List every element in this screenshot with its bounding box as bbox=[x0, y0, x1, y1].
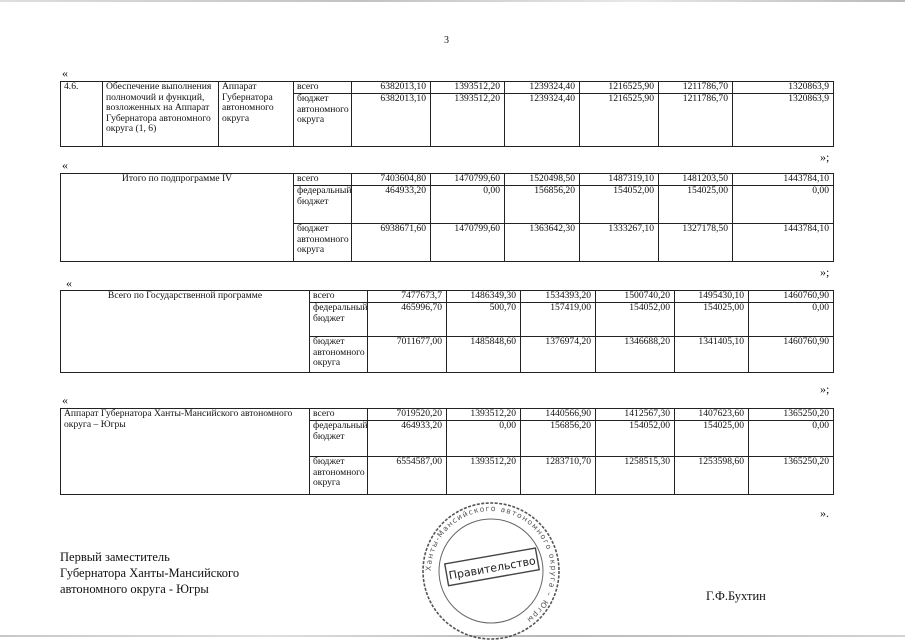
value-cell: 500,70 bbox=[447, 303, 521, 337]
value-cell: 1216525,90 bbox=[580, 82, 659, 94]
value-cell: 1327178,50 bbox=[659, 224, 733, 262]
value-cell: 1333267,10 bbox=[580, 224, 659, 262]
value-cell: 0,00 bbox=[749, 303, 834, 337]
measure-name: Обеспечение выполнения полномочий и функций, возложенных на Аппарат Губернатора автономного округа (1, 6) bbox=[103, 82, 219, 147]
apparatus-total-table bbox=[60, 408, 834, 495]
value-cell: 464933,20 bbox=[368, 421, 447, 457]
signatory-position-line: Первый заместитель bbox=[60, 550, 170, 564]
value-cell: 1500740,20 bbox=[596, 291, 675, 303]
open-quote-4: « bbox=[62, 393, 68, 407]
value-cell: 0,00 bbox=[447, 421, 521, 457]
value-cell: 6382013,10 bbox=[352, 94, 431, 147]
open-quote-1: « bbox=[62, 66, 68, 80]
value-cell: 1393512,20 bbox=[431, 94, 505, 147]
signatory-position bbox=[60, 549, 239, 597]
value-cell: 1486349,30 bbox=[447, 291, 521, 303]
value-cell: 1443784,10 bbox=[733, 174, 834, 186]
executor-name: Аппарат Губернатора автономного округа bbox=[219, 82, 294, 147]
row-number: 4.6. bbox=[61, 82, 103, 147]
value-cell: 1460760,90 bbox=[749, 337, 834, 373]
source-cell: всего bbox=[310, 409, 368, 421]
signatory-name: Г.Ф.Бухтин bbox=[706, 589, 766, 603]
value-cell: 1393512,20 bbox=[431, 82, 505, 94]
value-cell: 1534393,20 bbox=[521, 291, 596, 303]
open-quote-3: « bbox=[66, 276, 72, 290]
source-cell: всего bbox=[294, 174, 352, 186]
value-cell: 154025,00 bbox=[659, 186, 733, 224]
value-cell: 464933,20 bbox=[352, 186, 431, 224]
close-quote-3: »; bbox=[820, 382, 830, 396]
subprogram-total-table bbox=[60, 173, 834, 262]
value-cell: 6938671,60 bbox=[352, 224, 431, 262]
source-cell: бюджет автономного округа bbox=[310, 457, 368, 495]
value-cell: 1253598,60 bbox=[675, 457, 749, 495]
value-cell: 1412567,30 bbox=[596, 409, 675, 421]
value-cell: 1481203,50 bbox=[659, 174, 733, 186]
value-cell: 0,00 bbox=[733, 186, 834, 224]
value-cell: 7019520,20 bbox=[368, 409, 447, 421]
svg-text:Ханты-Мансийского автономного: Ханты-Мансийского автономного округа – Югры bbox=[423, 503, 559, 626]
value-cell: 154025,00 bbox=[675, 303, 749, 337]
program-total-title: Всего по Государственной программе bbox=[61, 291, 310, 373]
value-cell: 7477673,7 bbox=[368, 291, 447, 303]
signatory-position-line: Губернатора Ханты-Мансийского bbox=[60, 566, 240, 580]
value-cell: 6554587,00 bbox=[368, 457, 447, 495]
page-number: 3 bbox=[444, 35, 449, 46]
apparatus-total-title: Аппарат Губернатора Ханты-Мансийского автономного округа – Югры bbox=[61, 409, 310, 495]
value-cell: 1239324,40 bbox=[505, 94, 580, 147]
value-cell: 1341405,10 bbox=[675, 337, 749, 373]
value-cell: 154025,00 bbox=[675, 421, 749, 457]
value-cell: 465996,70 bbox=[368, 303, 447, 337]
value-cell: 154052,00 bbox=[596, 421, 675, 457]
value-cell: 156856,20 bbox=[505, 186, 580, 224]
source-cell: федеральный бюджет bbox=[294, 186, 352, 224]
value-cell: 1393512,20 bbox=[447, 457, 521, 495]
value-cell: 1485848,60 bbox=[447, 337, 521, 373]
value-cell: 1239324,40 bbox=[505, 82, 580, 94]
value-cell: 1440566,90 bbox=[521, 409, 596, 421]
value-cell: 1363642,30 bbox=[505, 224, 580, 262]
value-cell: 1216525,90 bbox=[580, 94, 659, 147]
value-cell: 1470799,60 bbox=[431, 224, 505, 262]
value-cell: 1520498,50 bbox=[505, 174, 580, 186]
value-cell: 1365250,20 bbox=[749, 409, 834, 421]
value-cell: 154052,00 bbox=[596, 303, 675, 337]
value-cell: 1470799,60 bbox=[431, 174, 505, 186]
value-cell: 7403604,80 bbox=[352, 174, 431, 186]
value-cell: 1320863,9 bbox=[733, 82, 834, 94]
source-cell: федеральный бюджет bbox=[310, 303, 368, 337]
source-cell: бюджет автономного округа bbox=[294, 224, 352, 262]
value-cell: 1283710,70 bbox=[521, 457, 596, 495]
value-cell: 0,00 bbox=[749, 421, 834, 457]
source-cell: всего bbox=[310, 291, 368, 303]
value-cell: 1376974,20 bbox=[521, 337, 596, 373]
value-cell: 1407623,60 bbox=[675, 409, 749, 421]
value-cell: 0,00 bbox=[431, 186, 505, 224]
close-quote-2: »; bbox=[820, 265, 830, 279]
value-cell: 1258515,30 bbox=[596, 457, 675, 495]
value-cell: 1211786,70 bbox=[659, 94, 733, 147]
value-cell: 1365250,20 bbox=[749, 457, 834, 495]
official-seal-stamp bbox=[418, 498, 564, 644]
value-cell: 154052,00 bbox=[580, 186, 659, 224]
value-cell: 1346688,20 bbox=[596, 337, 675, 373]
value-cell: 7011677,00 bbox=[368, 337, 447, 373]
value-cell: 1393512,20 bbox=[447, 409, 521, 421]
source-cell: всего bbox=[294, 82, 352, 94]
close-quote-1: »; bbox=[820, 150, 830, 164]
subprogram-total-title: Итого по подпрограмме IV bbox=[61, 174, 294, 262]
value-cell: 1443784,10 bbox=[733, 224, 834, 262]
value-cell: 1320863,9 bbox=[733, 94, 834, 147]
svg-text:Правительство: Правительство bbox=[447, 554, 537, 583]
value-cell: 157419,00 bbox=[521, 303, 596, 337]
scan-edge-top bbox=[0, 0, 905, 2]
value-cell: 1495430,10 bbox=[675, 291, 749, 303]
program-total-table bbox=[60, 290, 834, 373]
source-cell: бюджет автономного округа bbox=[310, 337, 368, 373]
close-quote-final: ». bbox=[820, 506, 829, 520]
measure-table bbox=[60, 81, 834, 147]
source-cell: бюджет автономного округа bbox=[294, 94, 352, 147]
value-cell: 1211786,70 bbox=[659, 82, 733, 94]
open-quote-2: « bbox=[62, 158, 68, 172]
value-cell: 1460760,90 bbox=[749, 291, 834, 303]
value-cell: 156856,20 bbox=[521, 421, 596, 457]
source-cell: федеральный бюджет bbox=[310, 421, 368, 457]
value-cell: 1487319,10 bbox=[580, 174, 659, 186]
value-cell: 6382013,10 bbox=[352, 82, 431, 94]
signatory-position-line: автономного округа - Югры bbox=[60, 582, 209, 596]
